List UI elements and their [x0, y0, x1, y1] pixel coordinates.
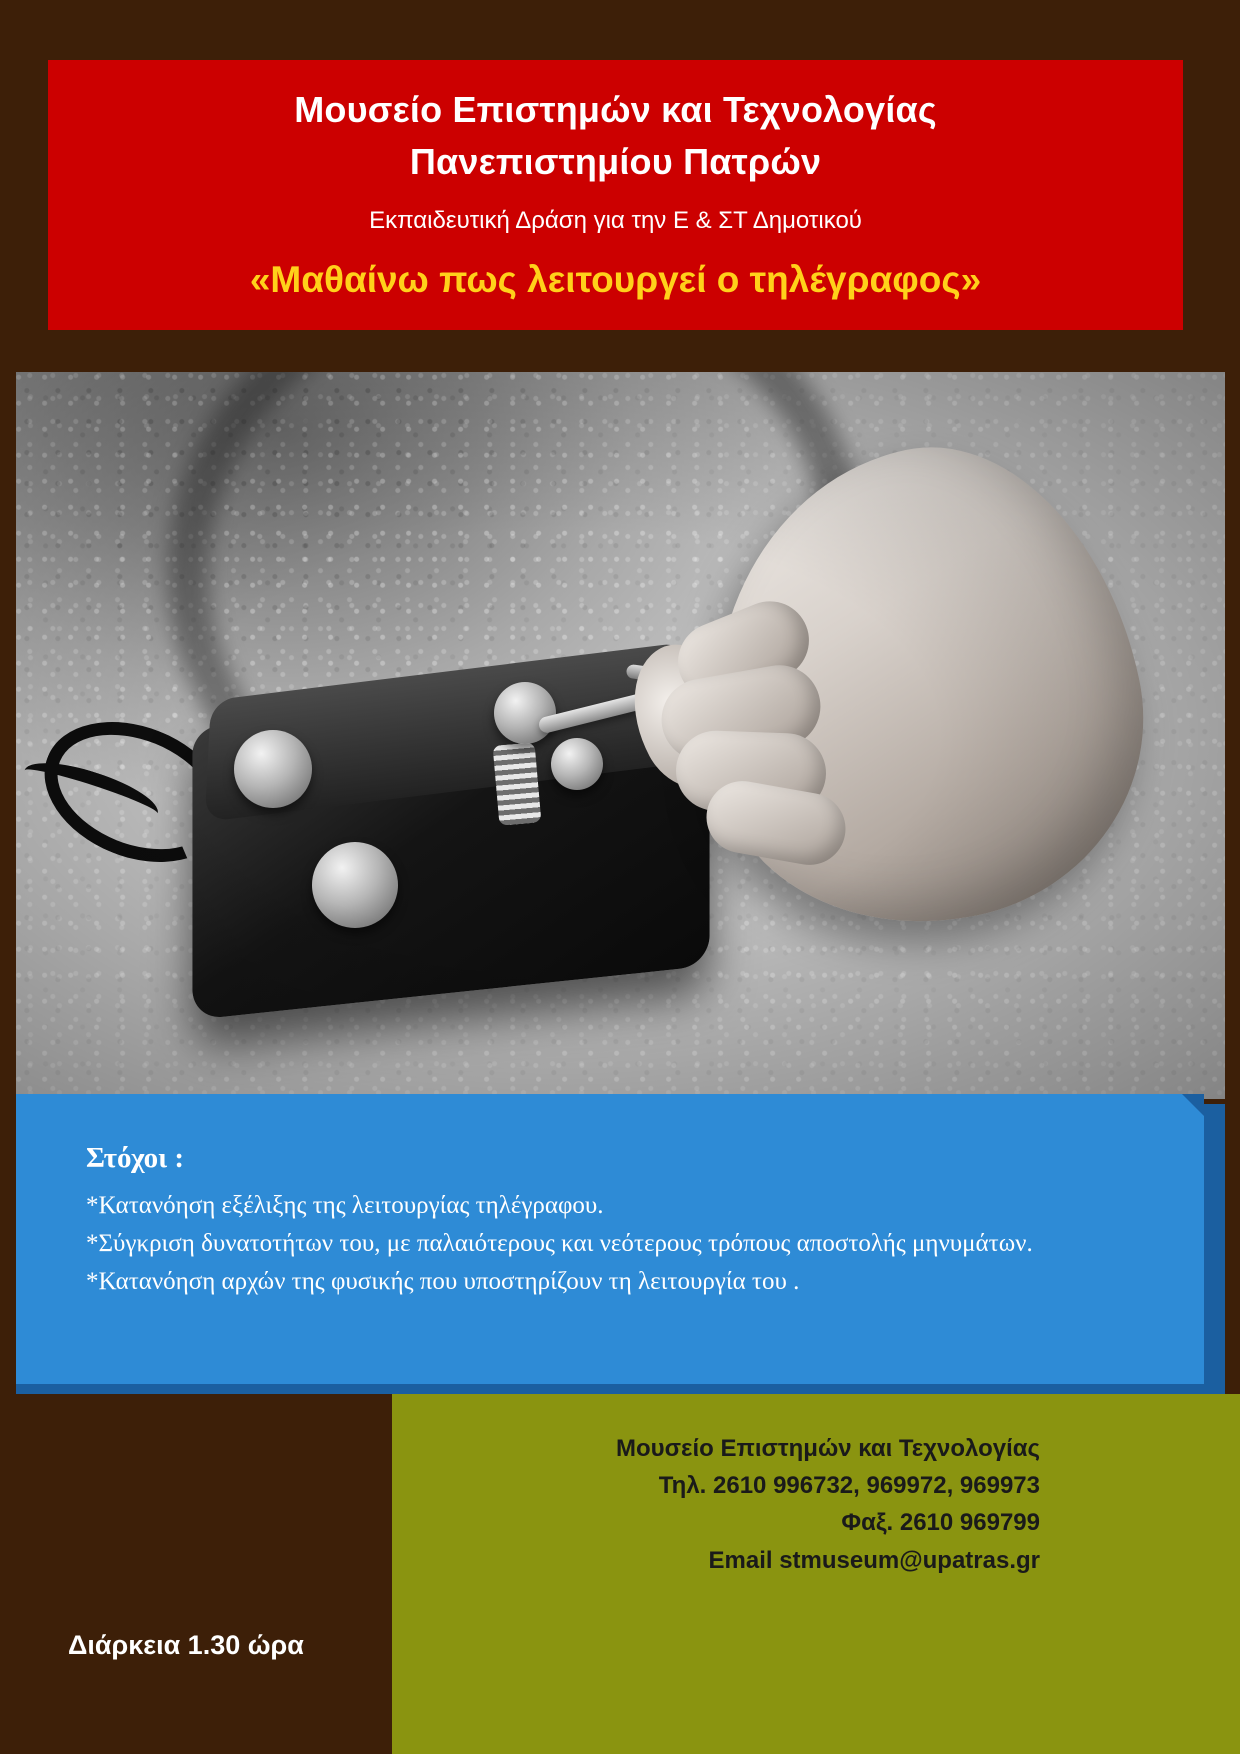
panel-corner-fold [1182, 1094, 1204, 1116]
objectives-panel [16, 1094, 1204, 1384]
contact-fax: Φαξ. 2610 969799 [841, 1509, 1040, 1537]
telegraph-photo [16, 372, 1225, 1099]
photo-vignette [16, 372, 1225, 1099]
objective-item-3: *Κατανόηση αρχών της φυσικής που υποστηρίζουν τη λειτουργία του . [86, 1268, 800, 1295]
museum-name-line1: Μουσείο Επιστημών και Τεχνολογίας [294, 89, 937, 130]
contact-info [616, 1430, 1040, 1579]
museum-name-line2: Πανεπιστημίου Πατρών [409, 141, 822, 183]
objectives-heading: Στόχοι : [86, 1142, 185, 1174]
objective-item-1: *Κατανόηση εξέλιξης της λειτουργίας τηλέγραφου. [86, 1192, 604, 1219]
page-title: «Μαθαίνω πως λειτουργεί ο τηλέγραφος» [249, 258, 982, 300]
contact-phone: Τηλ. 2610 996732, 969972, 969973 [658, 1472, 1040, 1500]
duration-label: Διάρκεια 1.30 ώρα [68, 1630, 304, 1660]
objective-item-2: *Σύγκριση δυνατοτήτων του, με παλαιότερους και νεότερους τρόπους αποστολής μηνυμάτων. [86, 1230, 1033, 1257]
header-banner [48, 60, 1183, 330]
header-subtitle: Εκπαιδευτική Δράση για την Ε & ΣΤ Δημοτικού [369, 207, 862, 235]
contact-email[interactable]: Email stmuseum@upatras.gr [708, 1546, 1040, 1574]
contact-museum: Μουσείο Επιστημών και Τεχνολογίας [616, 1435, 1040, 1462]
